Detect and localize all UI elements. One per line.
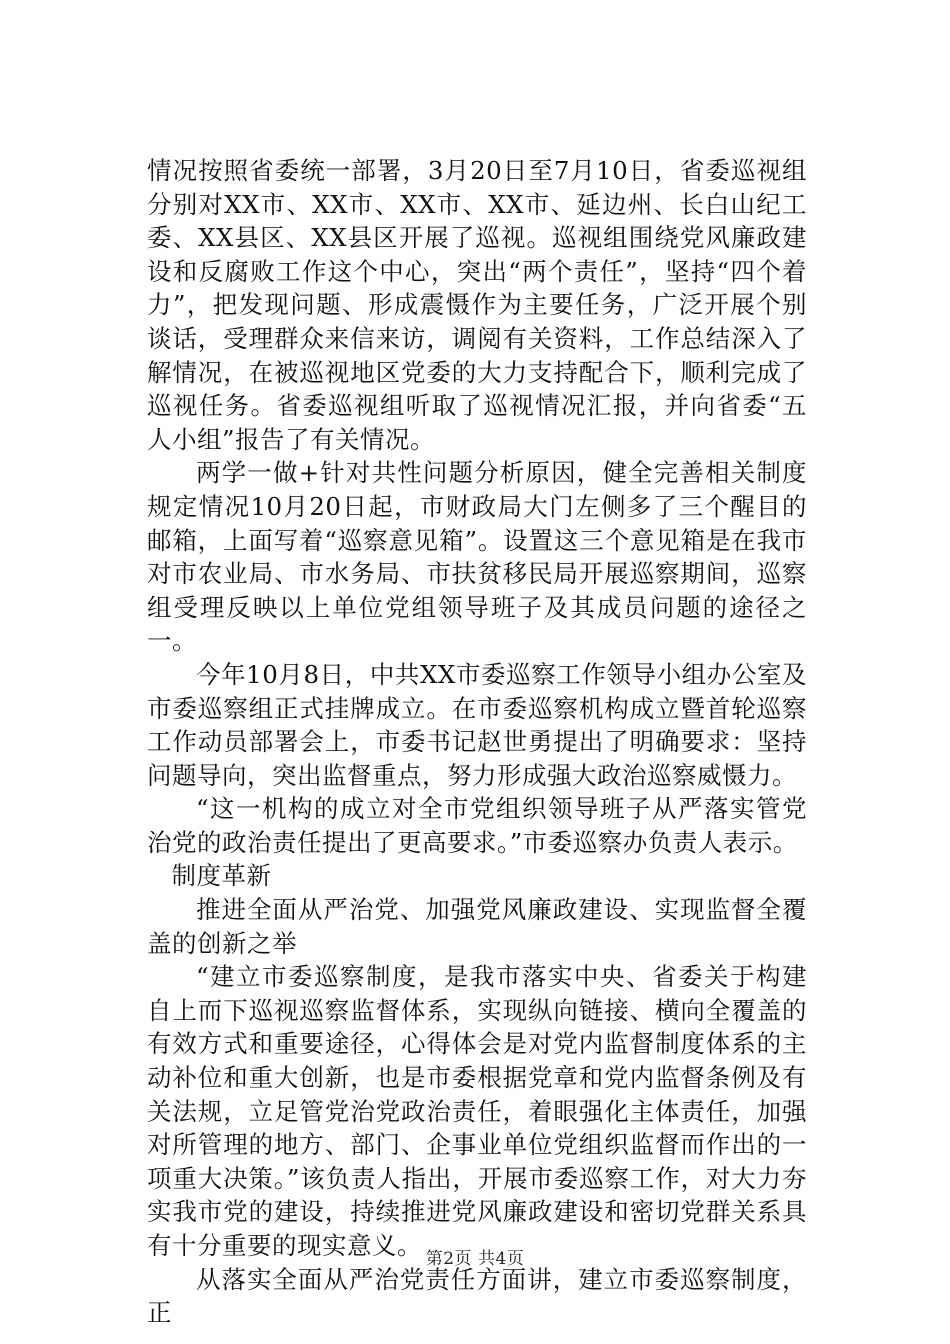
paragraph-4: “这一机构的成立对全市党组织领导班子从严落实管党治党的政治责任提出了更高要求。”市委巡察办负责人表示。 — [147, 794, 807, 857]
document-body — [147, 154, 807, 1330]
paragraph-1: 情况按照省委统一部署，3月20日至7月10日，省委巡视组分别对XX市、XX市、XX市、XX市、延边州、长白山纪工委、XX县区、XX县区开展了巡视。巡视组围绕党风廉政建设和反腐败工作这个中心，突出“两个责任”，坚持“四个着力”，把发现问题、形成震慑作为主要任务，广泛开展个别谈话，受理群众来信来访，调阅有关资料，工作总结深入了解情况，在被巡视地区党委的大力支持配合下，顺利完成了巡视任务。省委巡视组听取了巡视情况汇报，并向省委“五人小组”报告了有关情况。 — [147, 156, 807, 454]
page-footer — [0, 1244, 950, 1269]
paragraph-7: 从落实全面从严治党责任方面讲，建立市委巡察制度，正 — [147, 1264, 807, 1328]
paragraph-3: 今年10月8日，中共XX市委巡察工作领导小组办公室及市委巡察组正式挂牌成立。在市委巡察机构成立暨首轮巡察工作动员部署会上，市委书记赵世勇提出了明确要求：坚持问题导向，突出监督重点，努力形成强大政治巡察威慑力。 — [147, 659, 807, 790]
paragraph-6: “建立市委巡察制度，是我市落实中央、省委关于构建自上而下巡视巡察监督体系，实现纵向链接、横向全覆盖的有效方式和重要途径，心得体会是对党内监督制度体系的主动补位和重大创新，也是市委根据党章和党内监督条例及有关法规，立足管党治党政治责任，着眼强化主体责任，加强对所管理的地方、部门、企事业单位党组织监督而作出的一项重大决策。”该负责人指出，开展市委巡察工作，对大力夯实我市党的建设，持续推进党风廉政建设和密切党群关系具有十分重要的现实意义。 — [147, 962, 807, 1260]
section-heading: 制度革新 — [171, 861, 272, 891]
paragraph-5: 推进全面从严治党、加强党风廉政建设、实现监督全覆盖的创新之举 — [147, 895, 807, 958]
paragraph-2: 两学一做+针对共性问题分析原因，健全完善相关制度规定情况10月20日起，市财政局大门左侧多了三个醒目的邮箱，上面写着“巡察意见箱”。设置这三个意见箱是在我市对市农业局、市水务局、市扶贫移民局开展巡察期间，巡察组受理反映以上单位党组领导班子及其成员问题的途径之一。 — [147, 458, 807, 656]
page-number: 第2页 共4页 — [425, 1249, 525, 1269]
